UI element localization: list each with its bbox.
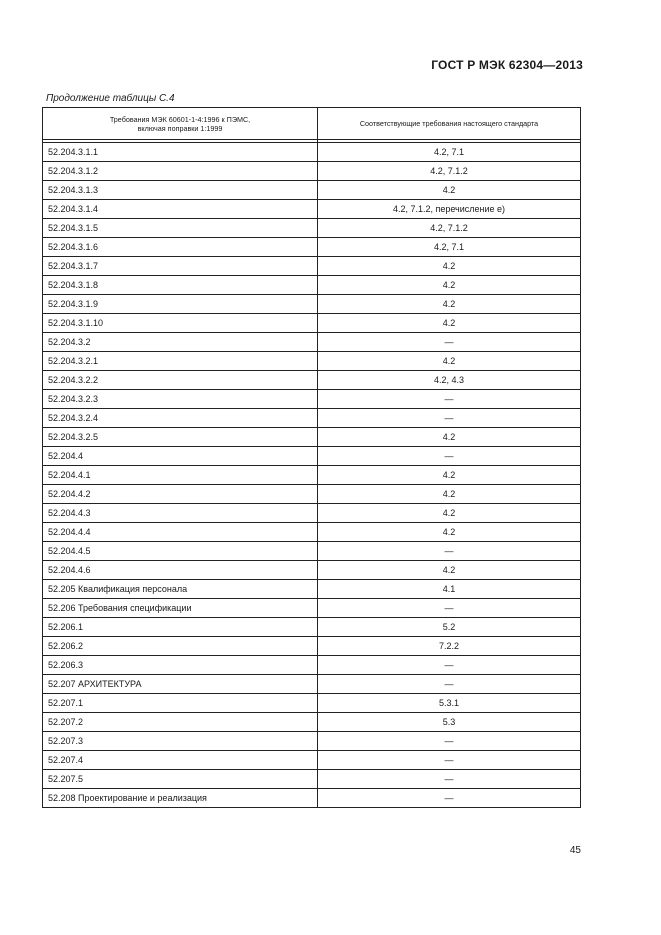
reference-cell: 4.2, 7.1 [318,238,581,257]
reference-cell: 4.2 [318,257,581,276]
requirement-cell: 52.204.3.1.9 [43,295,318,314]
table-row [43,314,581,333]
reference-cell: 4.2, 7.1.2, перечисление е) [318,200,581,219]
reference-cell: — [318,770,581,789]
table-row [43,656,581,675]
standard-title: ГОСТ Р МЭК 62304—2013 [431,58,583,72]
requirement-cell: 52.208 Проектирование и реализация [43,789,318,808]
requirement-cell: 52.204.4.2 [43,485,318,504]
reference-cell: — [318,751,581,770]
requirements-table [42,107,581,808]
requirement-cell: 52.207.4 [43,751,318,770]
reference-cell: 5.2 [318,618,581,637]
table-row [43,257,581,276]
table-row [43,447,581,466]
table-row [43,181,581,200]
table-row [43,504,581,523]
table-row [43,732,581,751]
requirement-cell: 52.204.3.2.2 [43,371,318,390]
table-row [43,428,581,447]
reference-cell: 4.2 [318,428,581,447]
table-row [43,637,581,656]
column-header-line-2: включая поправки 1:1999 [137,123,223,133]
reference-cell: — [318,789,581,808]
table-row [43,371,581,390]
reference-cell: — [318,732,581,751]
table-row [43,675,581,694]
requirement-cell: 52.204.3.1.10 [43,314,318,333]
table-row [43,618,581,637]
requirement-cell: 52.204.4.6 [43,561,318,580]
reference-cell: 4.2, 7.1 [318,143,581,162]
table-row [43,390,581,409]
requirement-cell: 52.204.3.2 [43,333,318,352]
reference-cell: 7.2.2 [318,637,581,656]
reference-cell: 4.2 [318,523,581,542]
requirement-cell: 52.205 Квалификация персонала [43,580,318,599]
reference-cell: 4.2, 7.1.2 [318,162,581,181]
reference-cell: 4.1 [318,580,581,599]
table-row [43,770,581,789]
table-header-row [43,108,581,140]
requirement-cell: 52.204.4.5 [43,542,318,561]
requirement-cell: 52.204.4.4 [43,523,318,542]
table-row [43,352,581,371]
table-row [43,599,581,618]
table-caption: Продолжение таблицы С.4 [46,93,175,104]
reference-cell: 4.2 [318,276,581,295]
table-row [43,542,581,561]
reference-cell: — [318,542,581,561]
requirement-cell: 52.207.2 [43,713,318,732]
reference-cell: 4.2 [318,504,581,523]
requirement-cell: 52.204.4 [43,447,318,466]
reference-cell: 5.3.1 [318,694,581,713]
requirement-cell: 52.204.3.2.3 [43,390,318,409]
table-row [43,409,581,428]
table-row [43,238,581,257]
reference-cell: 4.2 [318,295,581,314]
requirement-cell: 52.206.1 [43,618,318,637]
table-row [43,694,581,713]
table-row [43,485,581,504]
reference-cell: — [318,599,581,618]
table-row [43,713,581,732]
requirement-cell: 52.206.3 [43,656,318,675]
requirement-cell: 52.206.2 [43,637,318,656]
reference-cell: 5.3 [318,713,581,732]
requirement-cell: 52.204.3.1.7 [43,257,318,276]
requirement-cell: 52.207.1 [43,694,318,713]
requirement-cell: 52.206 Требования спецификации [43,599,318,618]
requirement-cell: 52.204.4.1 [43,466,318,485]
requirement-cell: 52.204.3.2.4 [43,409,318,428]
page-number: 45 [569,845,581,856]
requirement-cell: 52.204.3.1.2 [43,162,318,181]
table-row [43,466,581,485]
table-row [43,333,581,352]
reference-cell: — [318,333,581,352]
requirement-cell: 52.204.3.2.1 [43,352,318,371]
reference-cell: 4.2 [318,561,581,580]
reference-cell: 4.2 [318,181,581,200]
table-row [43,219,581,238]
reference-cell: — [318,447,581,466]
table-row [43,751,581,770]
requirement-cell: 52.204.3.1.3 [43,181,318,200]
table-row [43,295,581,314]
column-header-iec-requirements [43,108,318,140]
requirement-cell: 52.207.3 [43,732,318,751]
column-header-standard-requirements: Соответствующие требования настоящего стандарта [318,108,581,140]
requirement-cell: 52.204.3.1.1 [43,143,318,162]
reference-cell: — [318,656,581,675]
table-row [43,789,581,808]
reference-cell: 4.2, 4.3 [318,371,581,390]
reference-cell: 4.2 [318,352,581,371]
column-header-line-1: Требования МЭК 60601-1-4:1996 к ПЭМС, [109,114,251,124]
requirement-cell: 52.207.5 [43,770,318,789]
requirement-cell: 52.204.3.1.8 [43,276,318,295]
reference-cell: — [318,675,581,694]
table-row [43,523,581,542]
requirement-cell: 52.204.3.1.6 [43,238,318,257]
requirement-cell: 52.204.4.3 [43,504,318,523]
reference-cell: 4.2 [318,466,581,485]
requirement-cell: 52.204.3.1.4 [43,200,318,219]
table-row [43,162,581,181]
requirement-cell: 52.204.3.1.5 [43,219,318,238]
reference-cell: — [318,390,581,409]
reference-cell: 4.2, 7.1.2 [318,219,581,238]
requirement-cell: 52.204.3.2.5 [43,428,318,447]
table-row [43,276,581,295]
reference-cell: 4.2 [318,314,581,333]
reference-cell: — [318,409,581,428]
requirement-cell: 52.207 АРХИТЕКТУРА [43,675,318,694]
table-row [43,200,581,219]
table-row [43,143,581,162]
reference-cell: 4.2 [318,485,581,504]
table-body [43,140,581,808]
table-row [43,561,581,580]
table-row [43,580,581,599]
